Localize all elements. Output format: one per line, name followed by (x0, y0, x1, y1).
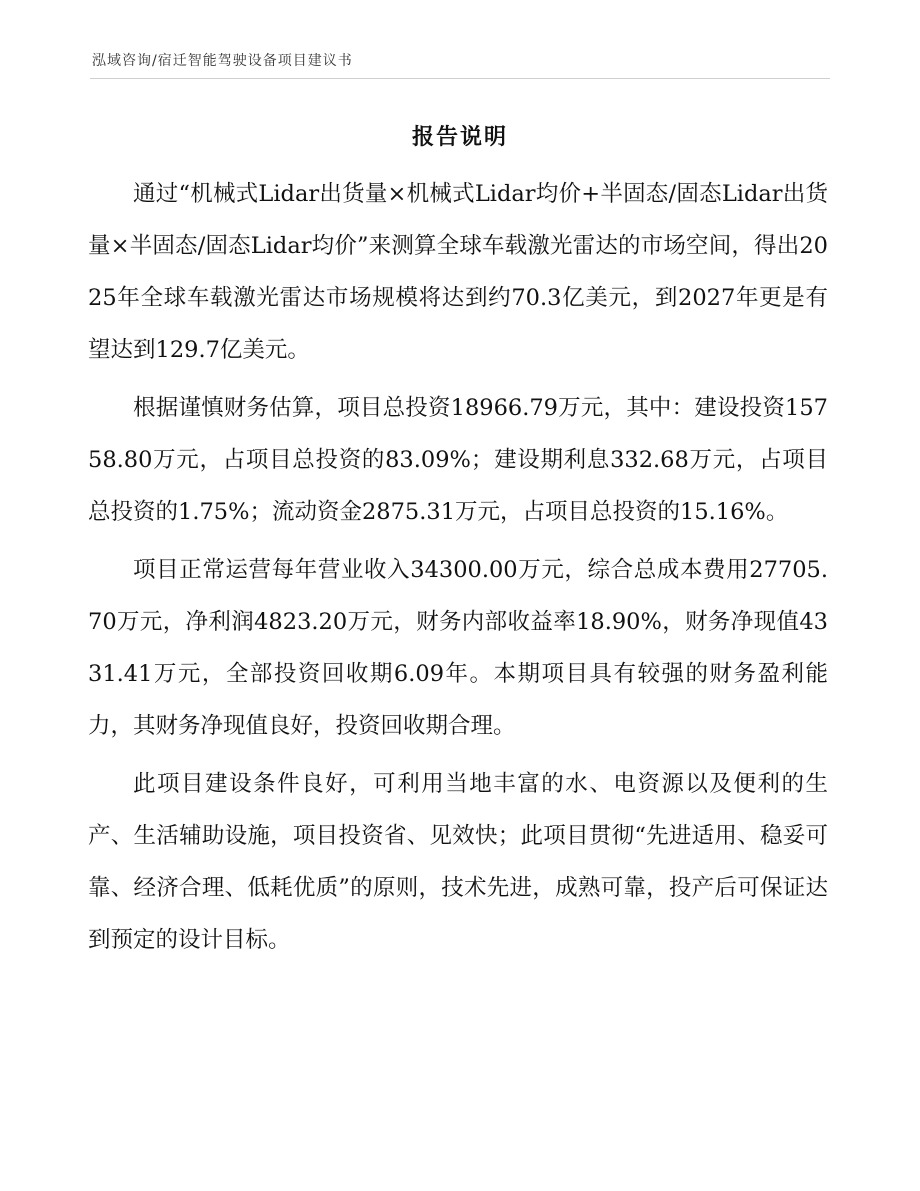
paragraph-conditions: 此项目建设条件良好，可利用当地丰富的水、电资源以及便利的生产、生活辅助设施，项目投资省、见效快；此项目贯彻“先进适用、稳妥可靠、经济合理、低耗优质”的原则，技术先进，成熟可靠，投产后可保证达到预定的设计目标。 (88, 771, 828, 953)
section-title: 报告说明 (411, 125, 508, 150)
paragraph-market-size: 通过“机械式Lidar出货量×机械式Lidar均价+半固态/固态Lidar出货量×半固态/固态Lidar均价”来测算全球车载激光雷达的市场空间，得出2025年全球车载激光雷达市场规模将达到约70.3亿美元，到2027年更是有望达到129.7亿美元。 (88, 181, 828, 363)
paragraph-investment: 根据谨慎财务估算，项目总投资18966.79万元，其中：建设投资15758.80万元，占项目总投资的83.09%；建设期利息332.68万元，占项目总投资的1.75%；流动资金2875.31万元，占项目总投资的15.16%。 (88, 395, 828, 525)
report-body (88, 168, 828, 972)
header-divider (90, 78, 830, 79)
running-header: 泓域咨询/宿迁智能驾驶设备项目建议书 (92, 53, 353, 69)
paragraph-financials: 项目正常运营每年营业收入34300.00万元，综合总成本费用27705.70万元，净利润4823.20万元，财务内部收益率18.90%，财务净现值4331.41万元，全部投资回收期6.09年。本期项目具有较强的财务盈利能力，其财务净现值良好，投资回收期合理。 (88, 557, 828, 739)
